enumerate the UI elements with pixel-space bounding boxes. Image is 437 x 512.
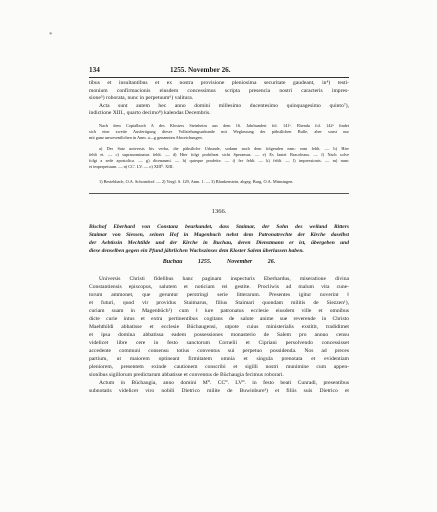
charter-text-line: pleniorem, presentem exinde cautionem conscribi et sigilli nostri munimine cum appen- bbox=[89, 364, 349, 370]
regest-line: der Aebtissin Mechtilde und der Kirche in Buchau, deren Dienstmann er ist, übergeben und bbox=[89, 240, 349, 246]
prev-doc-line: indictione XIII., quarto decimo⁸) kalendas Decembris. bbox=[89, 110, 211, 116]
charter-text-line: et futuri, quod vir providus Staimarus, filius Staimari quondam militis de Siezzen¹), bbox=[89, 300, 349, 306]
charter-text-line: subnotatis videlicet viro nobili Dietrico milite de Buwinbure³) et filiis suis Dietrico et bbox=[89, 388, 349, 394]
charter-text-line: dicte curie intus et extra pertinentibus cogitans de salute anime sue reverende in Christo bbox=[89, 316, 349, 322]
footnote-line: 1) Besiehbach, O.A. Schorndorf. — 2) Vergl. S. 129, Anm. 1. — 3) Blankenstein, abgeg. Burg, O.A. Münsingen. bbox=[99, 179, 294, 184]
corner-mark: * bbox=[49, 31, 53, 39]
charter-text-line: torum ammonet, que geruntur perstringi serie litterarum. Presentes igitur noverint ‖ bbox=[89, 292, 349, 298]
section-rule bbox=[89, 193, 349, 194]
source-note-line: Nach dem Copialbuch A des Klosters Steinheim aus dem 16. Jahrhundert fol. 141ᵃ. Ebenda fol. 142ᵃ findet bbox=[99, 123, 349, 128]
prev-doc-line: tibus et insultantibus et ex nostra provisione pleniosima securitate gaudeant, in⁴) testi- bbox=[89, 80, 349, 86]
charter-text-line: Actum in Büchaugia, anno domini M⁰. CC⁰. LV⁰. in festo beati Cunradi, presentibus bbox=[99, 380, 349, 386]
charter-text-line: Maehthildi abbatisse et ecclesie Büchaugensi, utpote cuius ministerialis exstitit, tradidimet bbox=[89, 324, 349, 330]
charter-text-line: videlicet libre cere in festo sanctorum Cornelii et Cipriani persolvendo concessisset bbox=[89, 340, 349, 346]
source-note-line: sich eine zweite Ausfertigung dieser Vollziehungsurkunde mit Weglassung der päbstlichen Bulle, aber sonst nur bbox=[89, 129, 349, 134]
header-rule bbox=[89, 77, 349, 78]
variant-note-line: a) Der Satz universis bis verba, die päbstliche Urkunde, sodann nach dem folgenden eam: eam fehlt. — b) Hier bbox=[99, 146, 349, 151]
source-note-line: mit ganz unwesentlichen in Anm. a—g genannten Abweichungen. bbox=[89, 135, 203, 140]
variant-note-line: fehlt et. — c) supranominatus fehlt. — d) Hier folgt prohibeat sicht Speramus. — e) Es lautet Bracoleaus. — f) Nach solve bbox=[89, 152, 349, 157]
dateline: Buchau 1255. November 26. bbox=[162, 259, 276, 265]
charter-text-line: sionibus sigillorum predictarum abbatisse et conventus de Büchaugia fecimus roborari. bbox=[89, 372, 284, 378]
charter-text-line: curiam suam in Magenbüch²) cum ‖ iure patronatus ecclesie eiusdem ville et omnibus bbox=[89, 308, 349, 314]
charter-text-line: partium, ut maiorem optineant firmitatem omnia et singula prenotata et evidentiam bbox=[89, 356, 349, 362]
running-head-title: 1255. November 26. bbox=[170, 66, 231, 74]
page-number: 134 bbox=[89, 66, 100, 74]
variant-note-line: et imperpetuum. — n) CC'. LV. — o) XIII⁰. XIII. bbox=[89, 164, 174, 169]
charter-text-line: et ipsa domina abbatissa eadem possessiones monasterio de Salem pro annuo censu bbox=[89, 332, 349, 338]
regest-line: Staimar von Siessen, seinen Hof in Magenbuch nebst dem Patronatrechte der Kirche daselbst bbox=[89, 232, 349, 238]
variant-note-line: folgt a sede apostolica. — g) dicenaumi. — h) quieque prodeite. — i) fer fehlt. — k) fehlt. — l) impressionis. — m) nunc bbox=[89, 158, 349, 163]
charter-text-line: Constantiensis episcopus, salutem et noticiam rei gestite. Procliwis ad malum vita cune- bbox=[89, 284, 349, 290]
prev-doc-line: monium confirmacionis eiusdem concessimus scripta presencia nostri caracteris impres- bbox=[89, 87, 349, 94]
charter-text-line: Universis Christi fidelibus hanc paginam inspecturis Eberhardus, miseratione divina bbox=[99, 276, 349, 282]
regest-line: Bischof Eberhard von Constanz beurkundet, dass Staimar, der Sohn des weiland Ritters bbox=[89, 224, 349, 230]
running-header bbox=[89, 66, 349, 76]
prev-doc-line: sione⁵) roborata, nunc in perpetuum⁶) valitura. bbox=[89, 95, 194, 101]
charter-text-line: accedente communi consensu totius conventus sui perpetuo possidenda. Nos ad preces bbox=[89, 348, 349, 354]
document-number: 1366. bbox=[211, 208, 227, 215]
prev-doc-line: Acta sunt autem hec anno domini millesimo ducentesimo quinquagesimo quinto⁷), bbox=[99, 102, 349, 109]
regest-line: diese denselben gegen ein Pfund jährlichen Wachszinses dem Kloster Salem überlassen haben. bbox=[89, 248, 304, 254]
